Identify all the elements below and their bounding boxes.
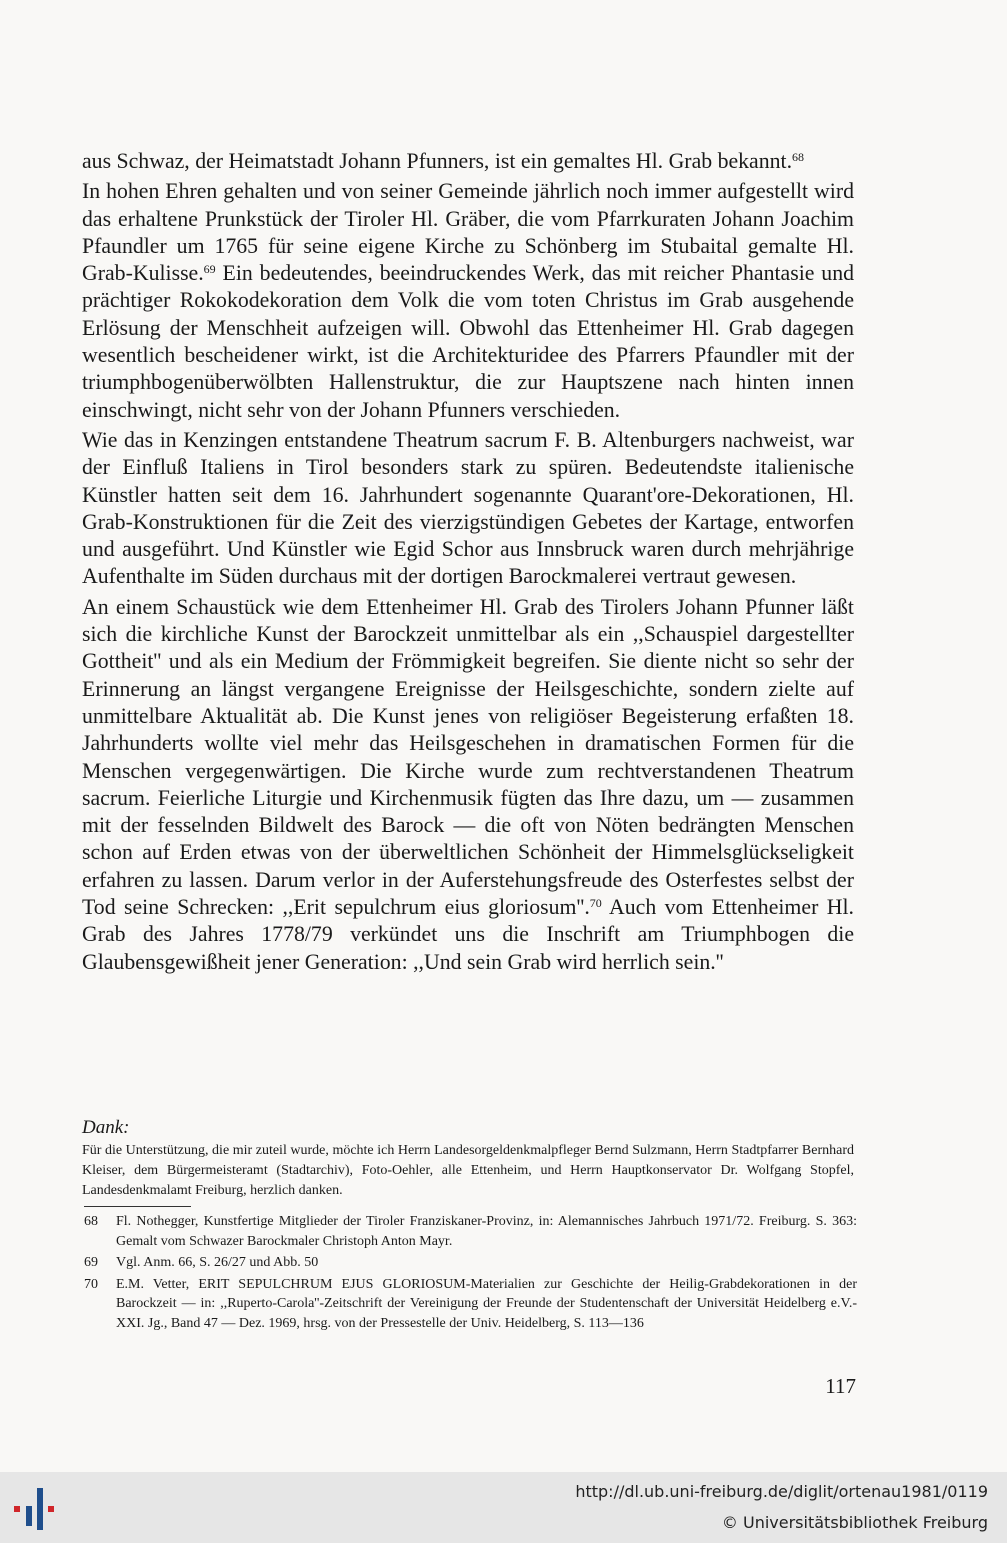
paragraph-3: Wie das in Kenzingen entstandene Theatrum sacrum F. B. Altenburgers nachweist, war der Einfluß Italiens in Tirol besonders stark zu spüren. Bedeutendste italienische Künstler hatten seit dem 16. Jahrhundert sogenannte Quarant'ore-Dekorationen, Hl. Grab-Konstruktionen für die Zeit des vierzigstündigen Gebetes der Kartage, entworfen und ausgeführt. Und Künstler wie Egid Schor aus Innsbruck waren durch mehrjährige Aufenthalte im Süden durchaus mit der dortigen Barockmalerei vertraut gewesen. <box>82 427 854 589</box>
paragraph-1 <box>82 148 854 175</box>
ub-freiburg-logo-icon[interactable] <box>12 1484 62 1534</box>
paragraph-2-text-a: In hohen Ehren gehalten und von seiner Gemeinde jährlich noch immer aufgestellt wird das erhaltene Prunkstück der Tiroler Hl. Gräber, die vom Pfarrkuraten Johann Joachim Pfaundler um 1765 für seine eigene Kirche zu Schönberg im Stubaital gemalte Hl. Grab-Kulisse. <box>82 179 854 286</box>
acknowledgements-heading: Dank: <box>82 1117 130 1138</box>
acknowledgements-text: Für die Unterstützung, die mir zuteil wurde, möchte ich Herrn Landesorgeldenkmalpfleger Bernd Sulzmann, Herrn Stadtpfarrer Bernhard Kleiser, dem Bürgermeisteramt (Stadtarchiv), Foto-Oehler, alle Ettenheim, und Herrn Hauptkonservator Dr. Wolfgang Stopfel, Landesdenkmalamt Freiburg, herzlich danken. <box>82 1143 854 1198</box>
footnote-number: 69 <box>84 1255 98 1271</box>
body-text <box>82 148 854 976</box>
paragraph-4-text-b: Auch vom Ettenheimer Hl. Grab des Jahres 1778/79 verkündet uns die Inschrift am Triumphbogen die Glaubensgewißheit jener Generation: ,,Und sein Grab wird herrlich sein.'' <box>82 895 854 974</box>
library-footer <box>0 1472 1007 1543</box>
page-number: 117 <box>825 1374 856 1398</box>
footnote-70 <box>84 1275 857 1334</box>
footer-copyright: © Universitätsbibliothek Freiburg <box>721 1513 988 1532</box>
paragraph-2-text-b: Ein bedeutendes, beeindruckendes Werk, das mit reicher Phantasie und prächtiger Rokokodekoration dem Volk die vom toten Christus im Grab ausgehende Erlösung der Menschheit aufzeigen will. Obwohl das Ettenheimer Hl. Grab dagegen wesentlich bescheidener wirkt, ist die Architekturidee des Pfarrers Pfaundler mit der triumphbogenüberwölbten Hallenstruktur, die zur Hauptszene nach hinten innen einschwingt, nicht sehr von der Johann Pfunners verschieden. <box>82 261 854 422</box>
paragraph-4 <box>82 594 854 976</box>
footnote-text: Fl. Nothegger, Kunstfertige Mitglieder der Tiroler Franziskaner-Provinz, in: Alemannisches Jahrbuch 1971/72. Freiburg. S. 363: Gemalt vom Schwazer Barockmaler Christoph Anton Mayr. <box>116 1214 857 1249</box>
footnote-number: 68 <box>84 1214 98 1229</box>
footnote-ref-69[interactable]: 69 <box>203 262 216 277</box>
footnote-number: 70 <box>84 1276 98 1292</box>
paragraph-4-text-a: An einem Schaustück wie dem Ettenheimer Hl. Grab des Tirolers Johann Pfunner läßt sich die kirchliche Kunst der Barockzeit unmittelbar als ein ,,Schauspiel dargestellter Gottheit'' und als ein Medium der Frömmigkeit begreifen. Sie diente nicht so sehr der Erinnerung an längst vergangene Ereignisse der Heilsgeschichte, sondern zielte auf unmittelbare Aktualität ab. Die Kunst jenes von religiöser Begeisterung erfaßten 18. Jahrhunderts wollte viel mehr das Heilsgeschehen in dramatischen Formen für die Menschen vergegenwärtigen. Die Kirche wurde zum rechtverstandenen Theatrum sacrum. Feierliche Liturgie und Kirchenmusik fügten das Ihre dazu, um — zusammen mit der fesselnden Bildwelt des Barock — die oft von Nöten bedrängten Menschen schon auf Erden etwas von der überweltlichen Schönheit der Himmelsglückseligkeit erfahren zu lassen. Darum verlor in der Auferstehungsfreude des Osterfestes selbst der Tod seine Schrecken: ,,Erit sepulchrum eius gloriosum''. <box>82 594 854 920</box>
paragraph-2 <box>82 178 854 424</box>
footnote-divider <box>84 1206 191 1207</box>
footnote-text: Vgl. Anm. 66, S. 26/27 und Abb. 50 <box>116 1255 319 1271</box>
footnote-text: E.M. Vetter, ERIT SEPULCHRUM EJUS GLORIOSUM-Materialien zur Geschichte der Heilig-Grabdekorationen in der Barockzeit — in: ,,Ruperto-Carola''-Zeitschrift der Vereinigung der Freunde der Studentenschaft der Universität Heidelberg e.V.-XXI. Jg., Band 47 — Dez. 1969, hrsg. von der Pressestelle der Univ. Heidelberg, S. 113—136 <box>116 1276 857 1331</box>
footnote-69 <box>84 1253 857 1273</box>
footer-url-link[interactable]: http://dl.ub.uni-freiburg.de/diglit/ortenau1981/0119 <box>575 1482 988 1501</box>
footnotes <box>84 1212 857 1336</box>
footnote-68 <box>84 1212 857 1251</box>
paragraph-1-text: aus Schwaz, der Heimatstadt Johann Pfunners, ist ein gemaltes Hl. Grab bekannt. <box>82 149 793 173</box>
footnote-ref-68[interactable]: 68 <box>792 150 805 164</box>
footnote-ref-70[interactable]: 70 <box>589 896 602 911</box>
